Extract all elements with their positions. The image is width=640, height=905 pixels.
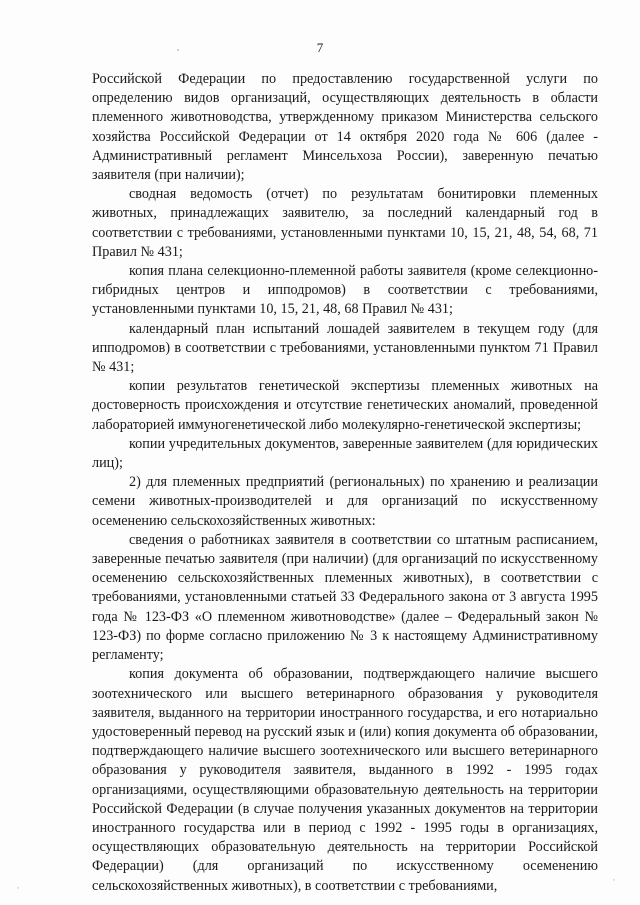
- paragraph-svedeniya-o-rabotnikakh: сведения о работниках заявителя в соответствии со штатным расписанием, заверенные печатью заявителя (при наличии) (для организаций по искусственному осеменению сельскохозяйственных племенных животных), в соответствии с требованиями, установленными статьей 33 Федерального закона от 3 августа 1995 года № 123-ФЗ «О племенном животноводстве» (далее – Федеральный закон № 123-ФЗ) по форме согласно приложению № 3 к настоящему Административному регламенту;: [92, 531, 598, 664]
- paragraph-kopii-uchreditelnykh: копии учредительных документов, заверенные заявителем (для юридических лиц);: [92, 435, 598, 472]
- document-body: [92, 70, 598, 896]
- paragraph-punkt-2: 2) для племенных предприятий (региональных) по хранению и реализации семени животных-производителей и для организаций по искусственному осеменению сельскохозяйственных животных:: [92, 474, 598, 529]
- paragraph-kopii-rezultatov: копии результатов генетической экспертизы племенных животных на достоверность происхождения и отсутствие генетических аномалий, проведенной лабораторией иммуногенетической либо молекулярно-генетической экспертизы;: [92, 378, 598, 433]
- paragraph-kopiya-plana: копия плана селекционно-племенной работы заявителя (кроме селекционно-гибридных центров и ипподромов) в соответствии с требованиями, установленными пунктами 10, 15, 21, 48, 68 Правил № 431;: [92, 263, 598, 318]
- page-number: 7: [316, 40, 324, 55]
- paragraph-kalendarny-plan: календарный план испытаний лошадей заявителем в текущем году (для ипподромов) в соответствии с требованиями, установленными пунктом 71 Правил № 431;: [92, 320, 598, 376]
- paragraph-kopiya-dokumenta-ob-obrazovanii: копия документа об образовании, подтверждающего наличие высшего зоотехнического или высшего ветеринарного образования у руководителя заявителя, выданного на территории иностранного государства, и его нотариально удостоверенный перевод на русский язык и (или) копия документа об образовании, подтверждающего наличие высшего зоотехнического или высшего ветеринарного образования у руководителя заявителя, выданного в 1992 - 1995 годах организациями, осуществляющими образовательную деятельность на территории Российской Федерации (в случае получения указанных документов на территории иностранного государства или в период с 1992 - 1995 годы в организациях, осуществляющих образовательную деятельность на территории Российской Федерации) (для организаций по искусственному осеменению сельскохозяйственных животных), в соответствии с требованиями,: [92, 666, 598, 894]
- paragraph-continuation: Российской Федерации по предоставлению государственной услуги по определению видов организаций, осуществляющих деятельность в области племенного животноводства, утвержденному приказом Министерства сельского хозяйства Российской Федерации от 14 октября 2020 года № 606 (далее - Административный регламент Минсельхоза России), заверенную печатью заявителя (при наличии);: [92, 71, 598, 184]
- paragraph-svodnaya-vedomost: сводная ведомость (отчет) по результатам бонитировки племенных животных, принадлежащих заявителю, за последний календарный год в соответствии с требованиями, установленными пунктами 10, 15, 21, 48, 54, 68, 71 Правил № 431;: [92, 186, 598, 260]
